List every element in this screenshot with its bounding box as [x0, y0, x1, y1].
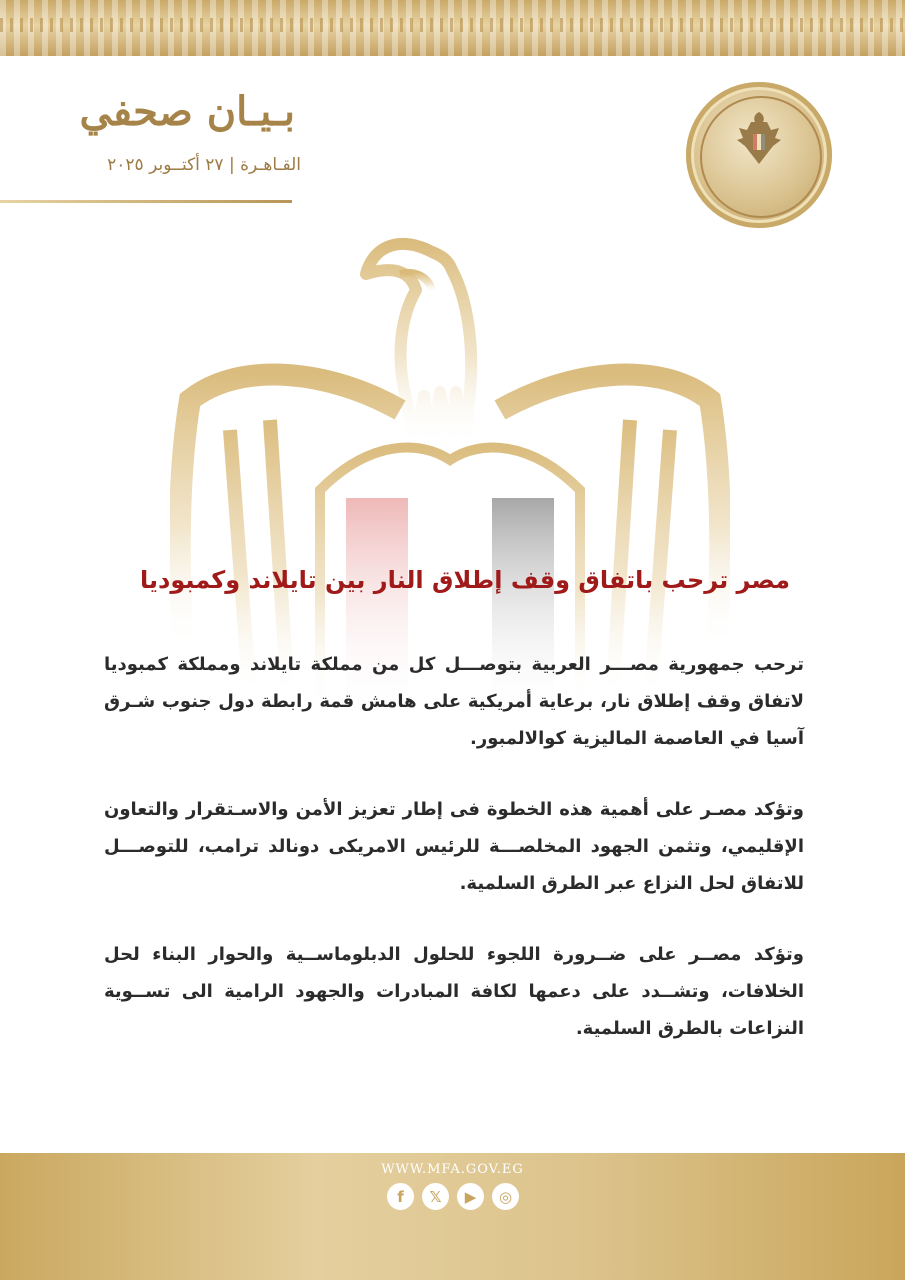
press-release-title: بـيـان صحفي	[79, 88, 295, 135]
statement-paragraph-1: ترحب جمهورية مصـــر العربية بتوصـــل كل من مملكة تايلاند ومملكة كمبوديا لاتفاق وقف إطلاق نار، برعاية أمريكية على هامش قمة رابطة دول جنوب شـرق آسيا في العاصمة الماليزية كوالالمبور.	[104, 654, 804, 749]
eagle-emblem-icon	[729, 108, 789, 168]
ministry-seal-logo	[686, 82, 832, 228]
social-links	[387, 1183, 519, 1211]
location-date: القـاهـرة | ٢٧ أكتــوبر ٢٠٢٥	[107, 155, 301, 175]
statement-paragraph-2: وتؤكد مصـر على أهمية هذه الخطوة فى إطار تعزيز الأمن والاسـتقرار والتعاون الإقليمي، وتثمن الجهود المخلصـــة للرئيس الامريكى دونالد ترامب، للتوصـــل للاتفاق لحل النزاع عبر الطرق السلمية.	[104, 799, 804, 894]
header-divider	[0, 200, 292, 203]
youtube-icon[interactable]: ▶	[457, 1183, 484, 1210]
instagram-icon[interactable]: ◎	[492, 1183, 519, 1210]
statement-headline: مصر ترحب باتفاق وقف إطلاق النار بين تايلاند وكمبوديا	[140, 566, 790, 594]
statement-paragraph-3: وتؤكد مصــر على ضــرورة اللجوء للحلول الدبلوماســية والحوار البناء لحل الخلافات، وتشــدد على دعمها لكافة المبادرات والجهود الرامية الى تســوية النزاعات بالطرق السلمية.	[104, 944, 804, 1039]
website-link[interactable]: WWW.MFA.GOV.EG	[381, 1162, 524, 1177]
top-decorative-band	[0, 0, 905, 56]
x-icon[interactable]: 𝕏	[422, 1183, 449, 1210]
facebook-icon[interactable]: f	[387, 1183, 414, 1210]
